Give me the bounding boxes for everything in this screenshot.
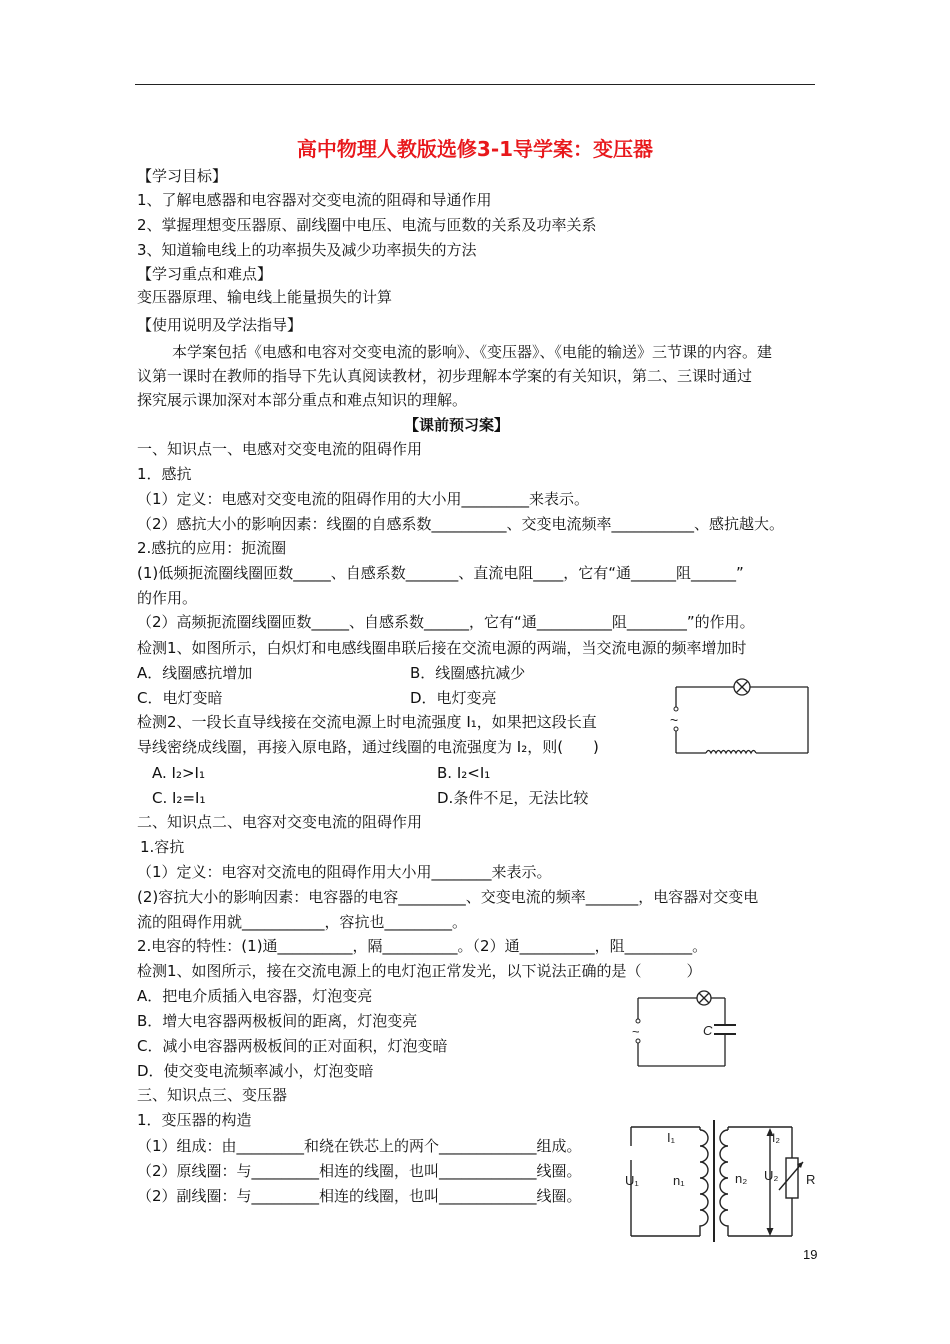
option-c: C. I₂=I₁ (152, 789, 206, 807)
option-b: B. I₂<I₁ (437, 764, 491, 782)
s2-line: 流的阻碍作用就___________，容抗也_________。 (137, 913, 468, 931)
inductor-circuit-figure (660, 676, 820, 764)
n2-label: n₂ (735, 1171, 748, 1186)
header-rule (135, 84, 815, 85)
r-label: R (806, 1172, 816, 1187)
preview-heading: 【课前预习案】 (404, 416, 510, 434)
goal-item: 1、了解电感器和电容器对交变电流的阻碍和导通作用 (137, 191, 492, 209)
u1-label: U₁ (625, 1173, 639, 1188)
key-heading: 【学习重点和难点】 (137, 265, 273, 283)
s3-line: 1．变压器的构造 (137, 1111, 252, 1129)
option-d: D．电灯变亮 (410, 689, 497, 707)
question-text: 检测2、一段长直导线接在交流电源上时电流强度 I₁，如果把这段长直 (137, 713, 597, 731)
section3-heading: 三、知识点三、变压器 (137, 1086, 288, 1104)
goal-item: 2、掌握理想变压器原、副线圈中电压、电流与匝数的关系及功率关系 (137, 216, 597, 234)
s3-line: （1）组成：由_________和绕在铁芯上的两个_____________组成。 (137, 1137, 582, 1155)
goals-heading: 【学习目标】 (137, 167, 228, 185)
option-b: B．线圈感抗减少 (410, 664, 526, 682)
option-b: B．增大电容器两极板间的距离，灯泡变亮 (137, 1012, 418, 1030)
inductor-coil-icon (706, 751, 756, 754)
page-number: 19 (803, 1247, 818, 1262)
s3-line: （2）副线圈：与_________相连的线圈，也叫_____________线圈。 (137, 1187, 582, 1205)
i1-label: I₁ (667, 1130, 675, 1145)
i2-label: I₂ (772, 1131, 780, 1145)
s1-line: 1．感抗 (137, 465, 192, 483)
s2-line: 2.电容的特性：(1)通__________，隔__________。（2）通__________，阻_________。 (137, 937, 708, 955)
s2-line: （1）定义：电容对交流电的阻碍作用大小用________来表示。 (137, 863, 552, 881)
s1-line: 2.感抗的应用：扼流圈 (137, 539, 287, 557)
option-a: A. I₂>I₁ (152, 764, 205, 782)
secondary-coil-icon (720, 1130, 728, 1230)
key-text: 变压器原理、输电线上能量损失的计算 (137, 288, 393, 306)
capacitor-label: C (703, 1023, 713, 1038)
n1-label: n₁ (673, 1173, 685, 1188)
transformer-figure (620, 1118, 820, 1246)
ac-source-symbol: ~ (670, 712, 679, 728)
option-c: C．电灯变暗 (137, 689, 223, 707)
usage-line: 本学案包括《电感和电容对交变电流的影响》、《变压器》、《电能的输送》三节课的内容。建 (172, 343, 773, 361)
option-a: A．把电介质插入电容器，灯泡变亮 (137, 987, 373, 1005)
usage-line: 探究展示课加深对本部分重点和难点知识的理解。 (137, 391, 468, 409)
option-d: D．使交变电流频率减小，灯泡变暗 (137, 1062, 374, 1080)
option-c: C．减小电容器两极板间的正对面积，灯泡变暗 (137, 1037, 448, 1055)
primary-coil-icon (700, 1130, 708, 1230)
section1-heading: 一、知识点一、电感对交变电流的阻碍作用 (137, 440, 423, 458)
s1-line: 的作用。 (137, 589, 198, 607)
question-text: 导线密绕成线圈，再接入原电路，通过线圈的电流强度为 I₂，则( ) (137, 738, 599, 756)
s1-line: (1)低频扼流圈线圈匝数_____、自感系数_______、直流电阻____，它有“通______阻______” (137, 564, 744, 582)
s3-line: （2）原线圈：与_________相连的线圈，也叫_____________线圈。 (137, 1162, 582, 1180)
option-a: A．线圈感抗增加 (137, 664, 253, 682)
s2-line: 1.容抗 (140, 838, 185, 856)
s1-line: （2）感抗大小的影响因素：线圈的自感系数__________、交变电流频率___________、感抗越大。 (137, 515, 785, 533)
usage-line: 议第一课时在教师的指导下先认真阅读教材，初步理解本学案的有关知识，第二、三课时通过 (137, 367, 753, 385)
question-text: 检测1、如图所示，接在交流电源上的电灯泡正常发光，以下说法正确的是（ ） (137, 962, 702, 980)
usage-heading: 【使用说明及学法指导】 (137, 316, 303, 334)
u2-label: U₂ (764, 1168, 779, 1183)
ac-source-symbol: ~ (632, 1024, 640, 1039)
s2-line: (2)容抗大小的影响因素：电容器的电容_________、交变电流的频率_______，电容器对交变电 (137, 888, 759, 906)
resistor-icon (786, 1158, 798, 1198)
s1-line: （2）高频扼流圈线圈匝数_____、自感系数______，它有“通__________阻________”的作用。 (137, 613, 755, 631)
option-d: D.条件不足，无法比较 (437, 789, 589, 807)
question-text: 检测1、如图所示，白炽灯和电感线圈串联后接在交流电源的两端，当交流电源的频率增加时 (137, 639, 747, 657)
s1-line: （1）定义：电感对交变电流的阻碍作用的大小用_________来表示。 (137, 490, 590, 508)
capacitor-circuit-figure (625, 988, 735, 1072)
document-title: 高中物理人教版选修3-1导学案：变压器 (296, 137, 654, 161)
section2-heading: 二、知识点二、电容对交变电流的阻碍作用 (137, 813, 423, 831)
goal-item: 3、知道输电线上的功率损失及减少功率损失的方法 (137, 241, 477, 259)
